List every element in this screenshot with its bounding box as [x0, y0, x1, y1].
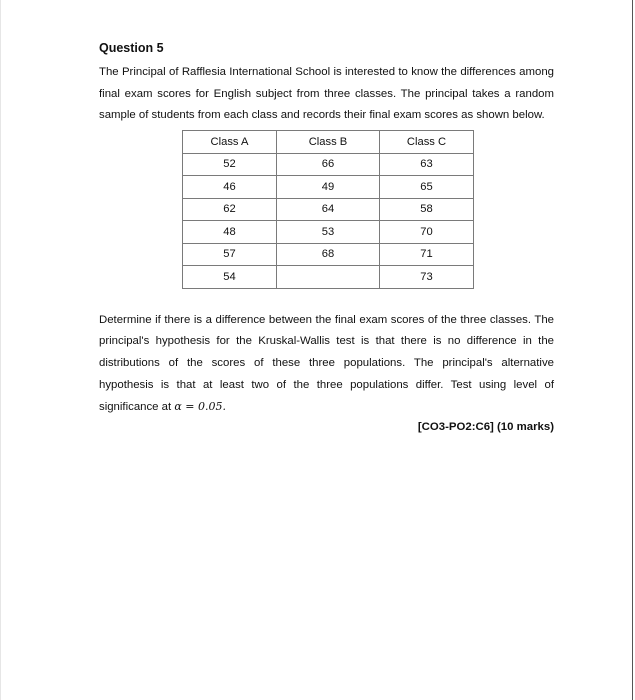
header-class-c: Class C — [380, 131, 474, 154]
table-cell: 68 — [277, 243, 380, 266]
table-row — [183, 221, 474, 244]
table-cell: 63 — [380, 153, 474, 176]
table-row — [183, 266, 474, 289]
table-cell: 54 — [183, 266, 277, 289]
page-edge-left — [0, 0, 1, 700]
table-header-row — [183, 131, 474, 154]
table-cell: 70 — [380, 221, 474, 244]
question-intro: The Principal of Rafflesia International School is interested to know the differences among final exam scores for English subject from three classes. The principal takes a random sample of students from each class and records their final exam scores as shown below. — [99, 66, 554, 122]
table-cell: 66 — [277, 153, 380, 176]
header-class-b: Class B — [277, 131, 380, 154]
significance-prefix: Test using level of significance at — [99, 378, 554, 414]
table-row — [183, 176, 474, 199]
page-edge-right — [632, 0, 633, 700]
table-cell: 58 — [380, 198, 474, 221]
scores-table — [182, 130, 474, 289]
marks-label: [CO3-PO2:C6] (10 marks) — [417, 421, 554, 434]
header-class-a: Class A — [183, 131, 277, 154]
task-text: Determine if there is a difference between the final exam scores of the three classes. The principal's hypothesis for the Kruskal-Wallis test is that there is no difference in the distributions of the scores of these three populations. The principal's alternative hypothesis is that at least two of the three populations differ. — [99, 313, 554, 391]
table-cell — [277, 266, 380, 289]
table-cell: 49 — [277, 176, 380, 199]
table-cell: 71 — [380, 243, 474, 266]
table-cell: 53 — [277, 221, 380, 244]
table-cell: 46 — [183, 176, 277, 199]
table-row — [183, 198, 474, 221]
significance-value: α = 0.05. — [174, 400, 226, 414]
table-cell: 73 — [380, 266, 474, 289]
table-cell: 52 — [183, 153, 277, 176]
table-row — [183, 243, 474, 266]
table-cell: 64 — [277, 198, 380, 221]
question-task — [99, 310, 554, 420]
table-cell: 57 — [183, 243, 277, 266]
table-cell: 48 — [183, 221, 277, 244]
table-row — [183, 153, 474, 176]
question-title: Question 5 — [99, 41, 164, 55]
table-cell: 62 — [183, 198, 277, 221]
question-content — [99, 41, 554, 433]
table-cell: 65 — [380, 176, 474, 199]
